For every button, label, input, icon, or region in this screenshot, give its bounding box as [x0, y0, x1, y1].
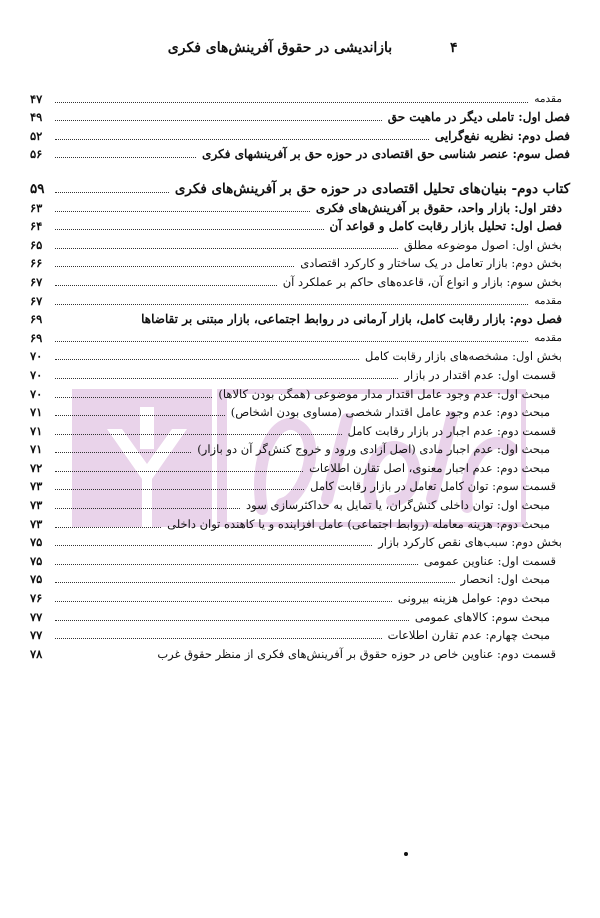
toc-entry-page: ۶۶	[30, 256, 43, 271]
running-title: بازاندیشی در حقوق آفرینش‌های فکری	[167, 40, 393, 56]
toc-entry-title: مبحث دوم: عوامل هزینه بیرونی	[397, 591, 550, 606]
toc-entry[interactable]	[30, 587, 570, 606]
toc-entry-page: ۶۵	[30, 237, 43, 252]
dot-leader	[55, 341, 528, 342]
toc-entry[interactable]	[30, 271, 570, 290]
toc-entry-title: بخش دوم: بازار تعامل در یک ساختار و کارکرد اقتصادی	[300, 256, 562, 271]
toc-entry-title: فصل دوم: بازار رقابت کامل، بازار آرمانی در روابط اجتماعی، بازار مبتنی بر تقاضاها	[141, 312, 562, 327]
dot-leader	[55, 471, 303, 472]
toc-entry-title: قسمت سوم: توان کامل تعامل در بازار رقابت کامل	[310, 479, 556, 494]
toc-entry[interactable]	[30, 513, 570, 532]
toc-entry-page: ۵۶	[30, 147, 43, 162]
toc-entry[interactable]	[30, 290, 570, 309]
dot-leader	[55, 434, 342, 435]
dot-leader	[55, 229, 324, 230]
toc-entry-page: ۷۵	[30, 553, 43, 568]
toc-entry[interactable]	[30, 532, 570, 551]
dot-leader	[55, 266, 294, 267]
dot-leader	[55, 582, 455, 583]
toc-entry-title: بخش اول: مشخصه‌های بازار رقابت کامل	[365, 349, 562, 364]
toc-entry-title: مقدمه	[534, 331, 562, 344]
toc-entry-title: قسمت دوم: عدم اجبار در بازار رقابت کامل	[347, 423, 556, 438]
toc-entry-page: ۷۰	[30, 367, 43, 382]
dot-leader	[55, 378, 398, 379]
toc-entry-title: کتاب دوم- بنیان‌های تحلیل اقتصادی در حوزه حق بر آفرینش‌های فکری	[174, 180, 570, 197]
toc-entry-page: ۶۴	[30, 219, 43, 234]
dot-leader	[55, 157, 196, 158]
toc-entry-title: قسمت اول: عدم اقتدار در بازار	[404, 367, 556, 382]
toc-entry-page: ۷۷	[30, 609, 43, 624]
toc-entry[interactable]	[30, 420, 570, 439]
toc-entry[interactable]	[30, 327, 570, 346]
dot-leader	[55, 545, 372, 546]
toc-entry-page: ۷۵	[30, 572, 43, 587]
toc-entry-page: ۷۰	[30, 349, 43, 364]
dot-leader	[55, 564, 418, 565]
toc-entry[interactable]	[30, 550, 570, 569]
toc-entry[interactable]	[30, 88, 570, 107]
dot-leader	[55, 601, 392, 602]
toc-entry-page: ۵۹	[30, 180, 45, 197]
toc-entry-page: ۷۱	[30, 405, 43, 420]
toc-entry-title: مبحث اول: عدم وجود عامل اقتدار مدار موضوعی (همگن بودن کالاها)	[218, 386, 550, 401]
toc-entry-title: مبحث اول: توان داخلی کنش‌گران، یا تمایل به حداکثرسازی سود	[246, 498, 550, 513]
toc-entry-title: مبحث سوم: کالاهای عمومی	[414, 609, 550, 624]
page-header	[0, 40, 600, 64]
toc-entry-page: ۶۷	[30, 274, 43, 289]
toc-entry-title: قسمت اول: عناوین عمومی	[423, 553, 556, 568]
toc-entry-title: فصل اول: تحلیل بازار رقابت کامل و قواعد آن	[329, 219, 562, 234]
table-of-contents	[30, 88, 570, 662]
toc-entry[interactable]	[30, 457, 570, 476]
toc-entry-page: ۷۲	[30, 460, 43, 475]
toc-entry-page: ۷۷	[30, 628, 43, 643]
toc-entry[interactable]	[30, 643, 570, 662]
toc-entry[interactable]	[30, 144, 570, 163]
toc-entry-page: ۶۹	[30, 330, 43, 345]
toc-entry-page: ۷۶	[30, 591, 43, 606]
toc-entry[interactable]	[30, 383, 570, 402]
toc-entry-title: مبحث دوم: عدم وجود عامل اقتدار شخصی (مساوی بودن اشخاص)	[230, 405, 550, 420]
toc-entry-title: قسمت دوم: عناوین خاص در حوزه حقوق بر آفرینش‌های فکری از منظر حقوق غرب	[157, 646, 556, 661]
dot-leader	[55, 489, 304, 490]
toc-entry[interactable]	[30, 494, 570, 513]
toc-entry[interactable]	[30, 569, 570, 588]
dot-leader	[55, 638, 382, 639]
toc-entry[interactable]	[30, 606, 570, 625]
toc-entry-title: مبحث اول: انحصار	[460, 572, 550, 587]
toc-entry[interactable]	[30, 364, 570, 383]
toc-entry-page: ۷۵	[30, 535, 43, 550]
toc-entry-title: مقدمه	[534, 294, 562, 307]
toc-entry[interactable]	[30, 107, 570, 126]
toc-entry-page: ۵۲	[30, 128, 43, 143]
toc-entry[interactable]	[30, 439, 570, 458]
toc-entry-page: ۷۳	[30, 516, 43, 531]
toc-entry[interactable]	[30, 402, 570, 421]
dot-leader	[55, 397, 212, 398]
dot-leader	[55, 211, 310, 212]
toc-entry[interactable]	[30, 346, 570, 365]
toc-entry-title: مبحث دوم: هزینه معامله (روابط اجتماعی) عامل افزاینده و یا کاهنده توان داخلی	[167, 516, 550, 531]
toc-entry-page: ۶۷	[30, 293, 43, 308]
toc-entry[interactable]	[30, 253, 570, 272]
toc-entry[interactable]	[30, 476, 570, 495]
toc-entry[interactable]	[30, 625, 570, 644]
dot-leader	[55, 527, 161, 528]
toc-entry-title: مبحث چهارم: عدم تقارن اطلاعات	[387, 628, 550, 643]
toc-entry-page: ۷۱	[30, 442, 43, 457]
dot-leader	[55, 452, 191, 453]
dot-leader	[55, 304, 528, 305]
toc-entry-page: ۴۷	[30, 91, 43, 106]
toc-entry-title: فصل اول: تاملی دیگر در ماهیت حق	[387, 110, 570, 125]
toc-entry-title: مبحث دوم: عدم اجبار معنوی، اصل تقارن اطلاعات	[309, 460, 550, 475]
toc-entry[interactable]	[30, 234, 570, 253]
dot-leader	[55, 102, 528, 103]
toc-entry-page: ۶۳	[30, 200, 43, 215]
toc-entry[interactable]	[30, 309, 570, 328]
dot-leader	[55, 120, 382, 121]
toc-entry-page: ۷۳	[30, 479, 43, 494]
dot-leader	[55, 192, 169, 193]
dot-leader	[55, 139, 429, 140]
toc-entry[interactable]	[30, 197, 570, 216]
toc-entry[interactable]	[30, 178, 570, 197]
footer-mark	[404, 852, 408, 856]
toc-entry-page: ۴۹	[30, 110, 43, 125]
dot-leader	[55, 285, 277, 286]
dot-leader	[55, 508, 240, 509]
toc-entry-page: ۷۱	[30, 423, 43, 438]
toc-entry-title: مقدمه	[534, 92, 562, 105]
dot-leader	[55, 415, 225, 416]
toc-entry-title: فصل دوم: نظریه نفع‌گرایی	[434, 128, 570, 143]
toc-entry-page: ۷۳	[30, 498, 43, 513]
dot-leader	[55, 359, 359, 360]
dot-leader	[55, 620, 409, 621]
page-number: ۴	[450, 40, 458, 56]
dot-leader	[55, 248, 398, 249]
toc-entry[interactable]	[30, 216, 570, 235]
toc-entry-title: بخش دوم: سبب‌های نقص کارکرد بازار	[378, 535, 562, 550]
toc-entry-page: ۷۰	[30, 386, 43, 401]
toc-entry-title: مبحث اول: عدم اجبار مادی (اصل آزادی ورود و خروج کنش‌گر آن دو بازار)	[197, 442, 550, 457]
toc-entry-page: ۶۹	[30, 312, 43, 327]
toc-entry-title: بخش اول: اصول موضوعه مطلق	[404, 237, 562, 252]
toc-entry-title: دفتر اول: بازار واحد، حقوق بر آفرینش‌های فکری	[315, 200, 562, 215]
toc-entry-page: ۷۸	[30, 646, 43, 661]
toc-entry-title: بخش سوم: بازار و انواع آن، قاعده‌های حاکم بر عملکرد آن	[282, 274, 562, 289]
toc-entry[interactable]	[30, 125, 570, 144]
toc-entry-title: فصل سوم: عنصر شناسی حق اقتصادی در حوزه حق بر آفرینشهای فکری	[202, 147, 570, 162]
